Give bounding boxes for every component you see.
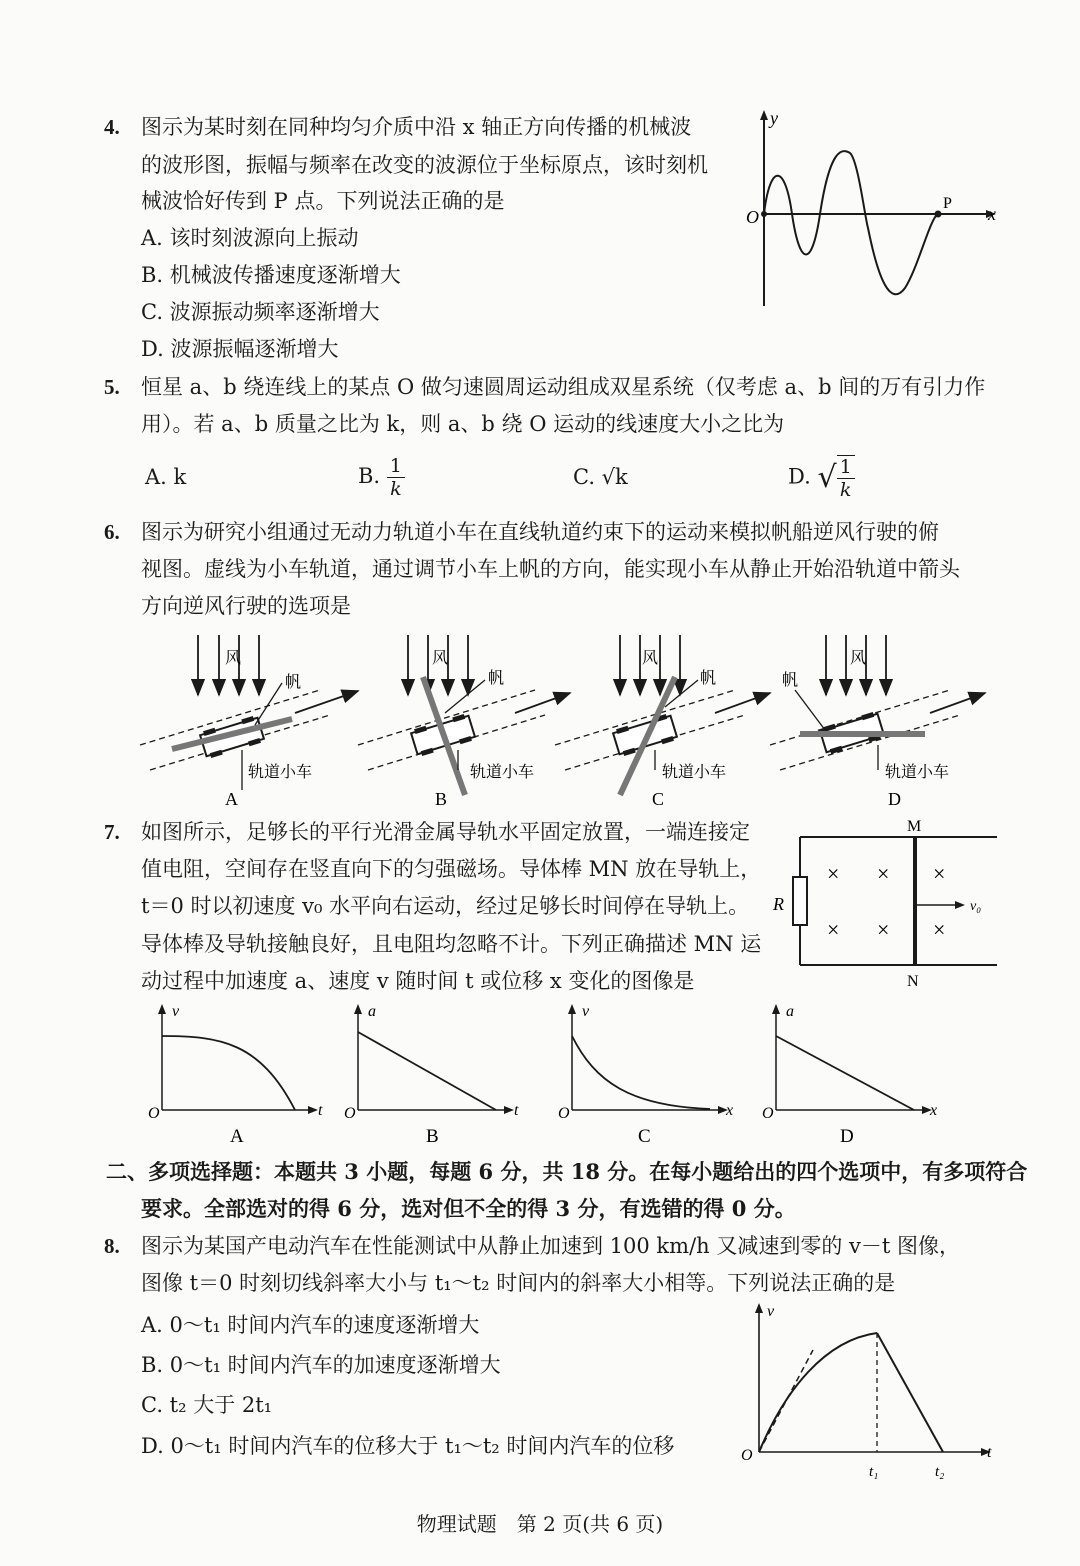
sqrt-icon: √	[817, 460, 837, 495]
section2-heading-line-2: 要求。全部选对的得 6 分，选对但不全的得 3 分，有选错的得 0 分。	[141, 1196, 796, 1221]
q5-stem-line-2: 用）。若 a、b 质量之比为 k，则 a、b 绕 O 运动的线速度大小之比为	[141, 412, 785, 436]
q7-graphs	[140, 1002, 960, 1152]
q6-b-label: B	[435, 789, 448, 809]
q6-d-label: D	[888, 789, 901, 809]
q4-y-label: y	[770, 108, 778, 128]
q7-c-o: O	[558, 1105, 570, 1122]
q4-stem-line-3: 械波恰好传到 P 点。下列说法正确的是	[141, 189, 505, 213]
q7-number: 7.	[104, 820, 120, 844]
q7-a-label: A	[230, 1126, 244, 1147]
q4-stem-line-2: 的波形图，振幅与频率在改变的波源位于坐标原点，该时刻机	[141, 153, 708, 177]
q5-frac-den-d: k	[839, 479, 852, 501]
q7-c-x: x	[726, 1102, 734, 1119]
q6-b-wind-label: 风	[432, 650, 449, 667]
q8-t-label: t	[987, 1444, 992, 1461]
q4-option-c: C. 波源振动频率逐渐增大	[141, 300, 380, 324]
q7-b-x: t	[514, 1102, 519, 1119]
q7-stem-line-3: t＝0 时以初速度 v₀ 水平向右运动，经过足够长时间停在导轨上。	[141, 894, 750, 918]
q4-option-a: A. 该时刻波源向上振动	[141, 226, 359, 250]
q5-number: 5.	[104, 375, 120, 399]
q6-panel-a	[140, 635, 358, 809]
q6-stem-line-3: 方向逆风行驶的选项是	[141, 594, 351, 618]
q5-option-d-fraction	[837, 455, 855, 501]
q5-option-c: C. √k	[573, 465, 628, 489]
q8-vt-figure	[735, 1300, 1000, 1485]
q8-t1-label: t₁	[869, 1464, 879, 1480]
q7-cross-2: ×	[877, 861, 890, 886]
q4-p-label: P	[943, 195, 952, 212]
q6-d-sail-label: 帆	[782, 672, 799, 689]
q7-a-y: v	[172, 1003, 180, 1020]
q6-c-car-label: 轨道小车	[662, 764, 727, 781]
q5-option-b	[358, 455, 405, 500]
q6-c-label: C	[652, 789, 665, 809]
q8-v-label: v	[767, 1303, 775, 1320]
q6-stem-line-1: 图示为研究小组通过无动力轨道小车在直线轨道约束下的运动来模拟帆船逆风行驶的俯	[141, 520, 939, 544]
q6-panel-b	[358, 635, 570, 809]
q4-option-b: B. 机械波传播速度逐渐增大	[141, 263, 401, 287]
q6-a-car-label: 轨道小车	[248, 764, 313, 781]
q6-sail-figures	[130, 625, 990, 815]
q7-m-label: M	[907, 818, 922, 835]
q5-option-a: A. k	[145, 465, 187, 489]
page-footer: 物理试题 第 2 页(共 6 页)	[416, 1512, 664, 1536]
q5-frac-num-d: 1	[837, 456, 855, 479]
q6-c-wind-label: 风	[642, 650, 659, 667]
q7-c-y: v	[582, 1003, 590, 1020]
q8-t2-label: t₂	[935, 1464, 945, 1480]
q8-option-b: B. 0～t₁ 时间内汽车的加速度逐渐增大	[141, 1353, 501, 1377]
q7-d-label: D	[840, 1126, 854, 1147]
q7-b-o: O	[344, 1105, 356, 1122]
q7-d-x: x	[930, 1102, 938, 1119]
q6-panel-d	[770, 635, 985, 809]
q7-cross-1: ×	[827, 861, 840, 886]
q7-stem-line-4: 导体棒及导轨接触良好，且电阻均忽略不计。下列正确描述 MN 运	[141, 932, 762, 956]
q7-cross-4: ×	[827, 917, 840, 942]
q6-a-label: A	[225, 789, 238, 809]
q6-d-wind-label: 风	[850, 650, 867, 667]
q8-option-c: C. t₂ 大于 2t₁	[141, 1393, 273, 1417]
q7-graph-a	[148, 1003, 323, 1147]
q8-option-a: A. 0～t₁ 时间内汽车的速度逐渐增大	[141, 1313, 480, 1337]
q6-stem-line-2: 视图。虚线为小车轨道，通过调节小车上帆的方向，能实现小车从静止开始沿轨道中箭头	[141, 557, 960, 581]
q6-c-sail-label: 帆	[700, 670, 717, 687]
q7-b-label: B	[426, 1126, 439, 1147]
q6-number: 6.	[104, 520, 120, 544]
q7-d-y: a	[786, 1003, 794, 1020]
q6-b-sail-label: 帆	[488, 670, 505, 687]
q7-graph-d	[762, 1003, 937, 1147]
q6-a-sail-label: 帆	[285, 674, 302, 691]
q4-wave-figure	[740, 108, 1010, 313]
q4-number: 4.	[104, 115, 120, 139]
q7-graph-c	[558, 1003, 733, 1147]
q8-number: 8.	[104, 1234, 120, 1258]
q5-option-d	[788, 455, 855, 501]
q6-panel-c	[555, 635, 770, 809]
q7-d-o: O	[762, 1105, 774, 1122]
q7-stem-line-5: 动过程中加速度 a、速度 v 随时间 t 或位移 x 变化的图像是	[141, 969, 695, 993]
q5-frac-num: 1	[387, 455, 405, 478]
q7-cross-5: ×	[877, 917, 890, 942]
q4-x-label: x	[988, 204, 996, 224]
q7-n-label: N	[907, 973, 919, 990]
q7-r-label: R	[773, 894, 784, 914]
q7-a-x: t	[318, 1102, 323, 1119]
section2-heading-line-1: 二、多项选择题：本题共 3 小题，每题 6 分，共 18 分。在每小题给出的四个选项中，有多项符合	[106, 1159, 1028, 1184]
q6-b-car-label: 轨道小车	[470, 764, 535, 781]
q8-stem-line-2: 图像 t＝0 时刻切线斜率大小与 t₁～t₂ 时间内的斜率大小相等。下列说法正确的是	[141, 1271, 896, 1295]
q8-stem-line-1: 图示为某国产电动汽车在性能测试中从静止加速到 100 km/h 又减速到零的 v－t 图像，	[141, 1234, 960, 1258]
q5-option-d-prefix: D.	[788, 464, 811, 489]
q7-b-y: a	[368, 1003, 376, 1020]
q6-d-car-label: 轨道小车	[885, 764, 950, 781]
q7-a-o: O	[148, 1105, 160, 1122]
q7-cross-6: ×	[933, 917, 946, 942]
q7-graph-b	[344, 1003, 519, 1147]
q8-o-label: O	[741, 1447, 753, 1464]
q5-option-b-prefix: B.	[358, 464, 381, 488]
q5-stem-line-1: 恒星 a、b 绕连线上的某点 O 做匀速圆周运动组成双星系统（仅考虑 a、b 间的万有引力作	[141, 375, 986, 399]
q7-c-label: C	[638, 1126, 651, 1147]
q4-origin-label: O	[746, 207, 759, 227]
q7-cross-3: ×	[933, 861, 946, 886]
q7-v0-label: v₀	[970, 899, 982, 914]
q8-option-d: D. 0～t₁ 时间内汽车的位移大于 t₁～t₂ 时间内汽车的位移	[141, 1434, 675, 1458]
q5-frac-den: k	[390, 478, 402, 500]
q4-stem-line-1: 图示为某时刻在同种均匀介质中沿 x 轴正方向传播的机械波	[141, 115, 692, 139]
q7-stem-line-1: 如图所示，足够长的平行光滑金属导轨水平固定放置，一端连接定	[141, 820, 750, 844]
q6-a-wind-label: 风	[225, 650, 242, 667]
q4-option-d: D. 波源振幅逐渐增大	[141, 337, 339, 361]
q5-option-b-fraction	[387, 455, 405, 500]
q7-circuit-figure	[765, 815, 1005, 995]
q7-stem-line-2: 值电阻，空间存在竖直向下的匀强磁场。导体棒 MN 放在导轨上，	[141, 857, 762, 881]
